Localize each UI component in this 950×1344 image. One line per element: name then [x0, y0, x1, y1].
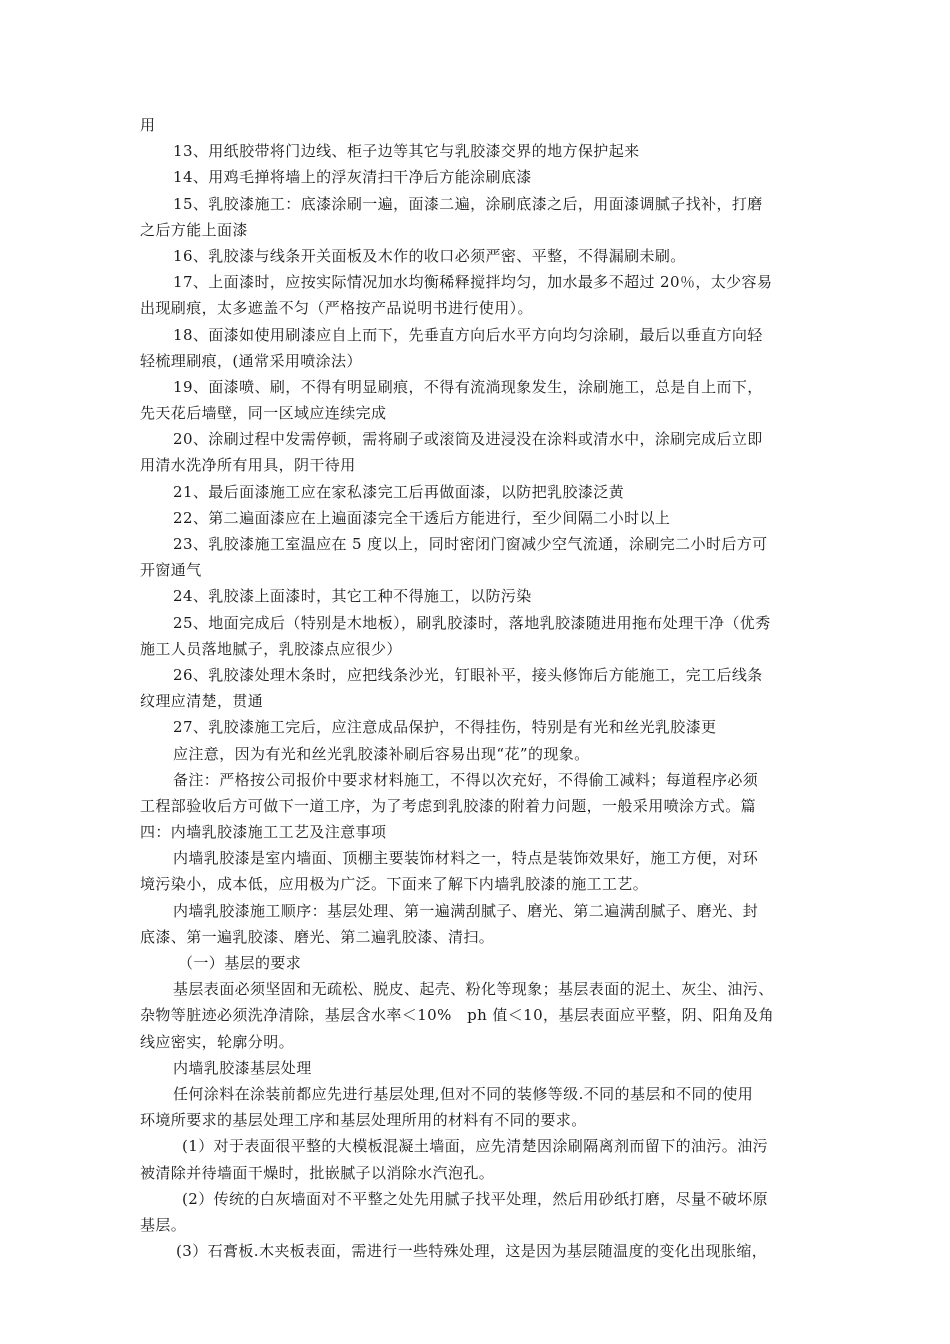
- text-line-39: 环境所要求的基层处理工序和基层处理所用的材料有不同的要求。: [140, 1111, 587, 1130]
- text-line-14: 用清水洗净所有用具，阴干待用: [140, 456, 356, 475]
- text-line-9: 18、面漆如使用刷漆应自上而下，先垂直方向后水平方向均匀涂刷，最后以垂直方向轻: [173, 325, 763, 344]
- text-line-43: 基层。: [140, 1215, 187, 1234]
- text-line-26: 备注：严格按公司报价中要求材料施工，不得以次充好，不得偷工减料；每道程序必须: [173, 770, 759, 789]
- text-line-31: 内墙乳胶漆施工顺序：基层处理、第一遍满刮腻子、磨光、第二遍满刮腻子、磨光、封: [173, 901, 759, 920]
- text-line-5: 之后方能上面漆: [140, 220, 248, 239]
- text-line-18: 开窗通气: [140, 561, 202, 580]
- document-page: [140, 112, 812, 1264]
- text-line-29: 内墙乳胶漆是室内墙面、顶棚主要装饰材料之一，特点是装饰效果好，施工方便，对环: [173, 849, 759, 868]
- text-line-1: 用: [140, 116, 156, 134]
- text-line-3: 14、用鸡毛掸将墙上的浮灰清扫干净后方能涂刷底漆: [173, 168, 532, 187]
- text-line-24: 27、乳胶漆施工完后，应注意成品保护，不得挂伤，特别是有光和丝光乳胶漆更: [173, 718, 717, 737]
- text-line-35: 杂物等脏迹必须洗净清除，基层含水率＜10% ph 值＜10，基层表面应平整，阴、阳角及角: [140, 1006, 775, 1025]
- text-line-8: 出现刷痕，太多遮盖不匀（严格按产品说明书进行使用）。: [140, 299, 533, 318]
- text-line-30: 境污染小，成本低，应用极为广泛。下面来了解下内墙乳胶漆的施工工艺。: [140, 875, 649, 894]
- text-line-13: 20、涂刷过程中发需停顿，需将刷子或滚筒及进浸没在涂料或清水中，涂刷完成后立即: [173, 430, 763, 449]
- text-line-25: 应注意，因为有光和丝光乳胶漆补刷后容易出现“花”的现象。: [173, 744, 590, 763]
- text-line-6: 16、乳胶漆与线条开关面板及木作的收口必须严密、平整，不得漏刷未刷。: [173, 246, 686, 265]
- text-line-32: 底漆、第一遍乳胶漆、磨光、第二遍乳胶漆、清扫。: [140, 927, 495, 946]
- text-line-16: 22、第二遍面漆应在上遍面漆完全干透后方能进行，至少间隔二小时以上: [173, 508, 671, 527]
- text-line-2: 13、用纸胶带将门边线、柜子边等其它与乳胶漆交界的地方保护起来: [173, 142, 640, 161]
- text-line-7: 17、上面漆时，应按实际情况加水均衡稀释搅拌均匀，加水最多不超过 20％，太少容易: [173, 273, 773, 292]
- text-line-12: 先天花后墙壁，同一区域应连续完成: [140, 404, 387, 423]
- text-line-42: (2）传统的白灰墙面对不平整之处先用腻子找平处理，然后用砂纸打磨，尽量不破坏原: [182, 1189, 768, 1208]
- text-line-28: 四：内墙乳胶漆施工工艺及注意事项: [140, 823, 387, 842]
- text-line-20: 25、地面完成后（特别是木地板），刷乳胶漆时，落地乳胶漆随进用拖布处理干净（优秀: [173, 613, 771, 632]
- text-line-17: 23、乳胶漆施工室温应在 5 度以上，同时密闭门窗减少空气流通，涂刷完二小时后方可: [173, 535, 768, 553]
- text-line-22: 26、乳胶漆处理木条时，应把线条沙光，钉眼补平，接头修饰后方能施工，完工后线条: [173, 665, 763, 684]
- text-line-33: （一）基层的要求: [178, 954, 302, 972]
- text-line-23: 纹理应清楚，贯通: [140, 692, 264, 711]
- text-line-38: 任何涂料在涂装前都应先进行基层处理,但对不同的装修等级.不同的基层和不同的使用: [173, 1084, 754, 1103]
- text-line-10: 轻梳理刷痕，(通常采用喷涂法）: [140, 351, 362, 370]
- text-line-4: 15、乳胶漆施工：底漆涂刷一遍，面漆二遍，涂刷底漆之后，用面漆调腻子找补，打磨: [173, 194, 763, 213]
- text-line-11: 19、面漆喷、刷，不得有明显刷痕，不得有流淌现象发生，涂刷施工，总是自上而下，: [173, 377, 763, 396]
- text-line-27: 工程部验收后方可做下一道工序，为了考虑到乳胶漆的附着力问题，一般采用喷涂方式。篇: [140, 796, 757, 815]
- text-line-19: 24、乳胶漆上面漆时，其它工种不得施工，以防污染: [173, 587, 532, 606]
- text-line-34: 基层表面必须坚固和无疏松、脱皮、起壳、粉化等现象；基层表面的泥土、灰尘、油污、: [173, 980, 774, 999]
- text-line-21: 施工人员落地腻子，乳胶漆点应很少）: [140, 639, 402, 658]
- text-line-37: 内墙乳胶漆基层处理: [173, 1058, 312, 1077]
- text-line-40: (1）对于表面很平整的大模板混凝土墙面，应先清楚因涂刷隔离剂而留下的油污。油污: [182, 1137, 768, 1156]
- text-line-15: 21、最后面漆施工应在家私漆完工后再做面漆，以防把乳胶漆泛黄: [173, 482, 625, 501]
- text-line-41: 被清除并待墙面干燥时，批嵌腻子以消除水汽泡孔。: [140, 1163, 495, 1182]
- text-line-44: (3）石膏板.木夹板表面，需进行一些特殊处理，这是因为基层随温度的变化出现胀缩，: [176, 1242, 768, 1261]
- text-line-36: 线应密实，轮廓分明。: [140, 1032, 295, 1051]
